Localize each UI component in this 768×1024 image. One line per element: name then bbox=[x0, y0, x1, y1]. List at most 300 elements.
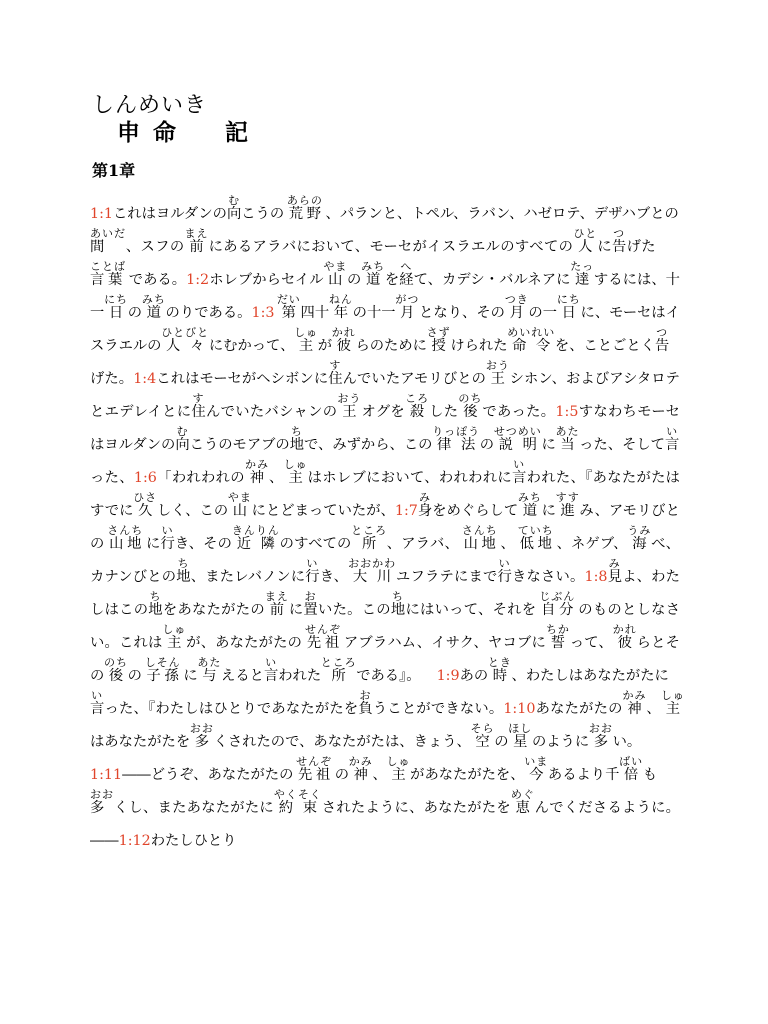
ruby-word bbox=[161, 326, 210, 354]
text-run: はあなたがたを bbox=[90, 734, 195, 750]
ruby-word bbox=[573, 227, 598, 255]
text-run: った、そして bbox=[574, 437, 665, 453]
text-run: よ、わたしはこの bbox=[90, 569, 680, 618]
ruby-reading: おお bbox=[189, 722, 214, 735]
ruby-word bbox=[189, 722, 214, 750]
ruby-base: 多 bbox=[189, 734, 214, 750]
ruby-word bbox=[197, 656, 222, 684]
ruby-word bbox=[654, 326, 670, 354]
ruby-base: 日 bbox=[556, 305, 581, 321]
ruby-reading: ひとびと bbox=[161, 326, 210, 339]
text-run: となり、その bbox=[414, 305, 510, 321]
ruby-reading: きんりん bbox=[231, 524, 280, 537]
ruby-reading: つ bbox=[612, 227, 627, 240]
ruby-reading: にち bbox=[104, 293, 129, 306]
ruby-word bbox=[588, 722, 613, 750]
book-title: 申命 記 bbox=[117, 119, 261, 146]
ruby-base: 山 bbox=[323, 272, 348, 288]
ruby-base: 近隣 bbox=[231, 536, 280, 552]
ruby-base: 道 bbox=[517, 503, 542, 519]
ruby-reading: す bbox=[191, 392, 206, 405]
ruby-reading: せつめい bbox=[493, 425, 542, 438]
ruby-base: 住 bbox=[191, 404, 207, 420]
ruby-reading: す bbox=[328, 359, 343, 372]
ruby-reading: ちか bbox=[545, 623, 570, 636]
text-run: くされたので、あなたがたは、きょう、 bbox=[209, 734, 476, 750]
ruby-base: 多 bbox=[90, 800, 114, 816]
ruby-base: 命令 bbox=[507, 338, 556, 354]
ruby-word bbox=[517, 491, 542, 519]
ruby-reading: み bbox=[417, 491, 433, 504]
ruby-word bbox=[323, 260, 348, 288]
ruby-base: 説明 bbox=[493, 437, 542, 453]
ruby-base: 所 bbox=[351, 536, 388, 552]
ruby-base: 負 bbox=[358, 701, 373, 717]
ruby-reading: さず bbox=[426, 326, 451, 339]
ruby-reading: そら bbox=[470, 722, 495, 735]
ruby-reading: おおかわ bbox=[348, 557, 397, 570]
text-run: に bbox=[141, 536, 161, 552]
text-run: き、その bbox=[174, 536, 237, 552]
ruby-reading: い bbox=[305, 557, 320, 570]
ruby-reading: あた bbox=[555, 425, 580, 438]
ruby-word bbox=[331, 326, 356, 354]
ruby-base: 主 bbox=[162, 635, 187, 651]
ruby-word bbox=[90, 260, 126, 288]
chapter-heading: 第1章 bbox=[92, 161, 136, 180]
ruby-word bbox=[461, 524, 498, 552]
text-run: に bbox=[284, 602, 304, 618]
ruby-word bbox=[555, 425, 580, 453]
ruby-reading: い bbox=[512, 458, 527, 471]
ruby-word bbox=[660, 689, 685, 717]
ruby-reading: ひさ bbox=[133, 491, 158, 504]
ruby-word bbox=[160, 524, 175, 552]
text-run: のように bbox=[527, 734, 594, 750]
ruby-base: 神 bbox=[348, 767, 373, 783]
ruby-base: 荒野 bbox=[286, 206, 323, 222]
ruby-reading: しゅ bbox=[294, 326, 319, 339]
ruby-word bbox=[627, 524, 652, 552]
text-run: った、『わたしはひとりであなたがたを bbox=[104, 701, 359, 717]
text-run: のりである。 bbox=[160, 305, 252, 321]
ruby-base: 行 bbox=[160, 536, 175, 552]
ruby-word bbox=[432, 425, 481, 453]
ruby-word bbox=[148, 590, 163, 618]
ruby-reading: い bbox=[497, 557, 512, 570]
ruby-reading: だい bbox=[276, 293, 301, 306]
ruby-base: 倍 bbox=[619, 767, 644, 783]
ruby-reading: まえ bbox=[184, 227, 209, 240]
ruby-reading: うみ bbox=[627, 524, 652, 537]
ruby-base: 人々 bbox=[161, 338, 210, 354]
ruby-reading: みち bbox=[141, 293, 166, 306]
text-run: にとどまっていたが、 bbox=[247, 503, 395, 519]
text-run: である。 bbox=[124, 272, 187, 288]
ruby-base: 山地 bbox=[107, 536, 144, 552]
text-run: うことができない。 bbox=[372, 701, 504, 717]
ruby-base: 空 bbox=[470, 734, 495, 750]
ruby-base: 第 bbox=[276, 305, 301, 321]
ruby-word bbox=[517, 524, 554, 552]
text-run: も bbox=[638, 767, 658, 783]
verse-number: 1:3 bbox=[251, 305, 275, 321]
text-run: げた。 bbox=[90, 371, 134, 387]
text-run: これはモーセがヘシボンに bbox=[156, 371, 329, 387]
ruby-word bbox=[555, 491, 580, 519]
ruby-word bbox=[348, 557, 397, 585]
ruby-reading: おう bbox=[485, 359, 510, 372]
ruby-base: 人 bbox=[573, 239, 598, 255]
ruby-reading: ほし bbox=[508, 722, 533, 735]
text-run: わたしひとり bbox=[150, 833, 237, 849]
text-run: されたように、あなたがたを bbox=[317, 800, 516, 816]
ruby-base: 海 bbox=[627, 536, 652, 552]
ruby-base: 大川 bbox=[348, 569, 397, 585]
text-run: ――どうぞ、あなたがたの bbox=[122, 767, 298, 783]
text-run: あなたがたの bbox=[535, 701, 628, 717]
ruby-word bbox=[399, 260, 414, 288]
ruby-base: 日 bbox=[104, 305, 129, 321]
ruby-base: 置 bbox=[303, 602, 318, 618]
text-run: の bbox=[330, 767, 354, 783]
text-run: のものとしなさい。これは bbox=[90, 602, 681, 651]
text-run: われた、『あなたがたはすでに bbox=[90, 470, 680, 519]
text-run: が、あなたがたの bbox=[181, 635, 307, 651]
ruby-base: 道 bbox=[141, 305, 166, 321]
ruby-base: 主 bbox=[386, 767, 411, 783]
ruby-word bbox=[104, 293, 129, 321]
text-run: シホン、およびアシタロテとエデレイとに bbox=[90, 371, 680, 420]
ruby-word bbox=[556, 293, 581, 321]
verse-number: 1:11 bbox=[90, 767, 123, 783]
ruby-reading: おお bbox=[90, 788, 114, 801]
ruby-word bbox=[296, 755, 333, 783]
ruby-reading: ていち bbox=[517, 524, 554, 537]
ruby-reading: せんぞ bbox=[296, 755, 333, 768]
ruby-reading: がつ bbox=[395, 293, 420, 306]
ruby-word bbox=[283, 458, 308, 486]
ruby-word bbox=[320, 656, 357, 684]
ruby-word bbox=[289, 425, 305, 453]
text-run: の bbox=[123, 305, 147, 321]
text-run: した bbox=[424, 404, 464, 420]
text-run: ユフラテにまで bbox=[391, 569, 498, 585]
ruby-base: 地 bbox=[289, 437, 305, 453]
ruby-reading: かみ bbox=[622, 689, 647, 702]
ruby-word bbox=[305, 557, 320, 585]
ruby-word bbox=[510, 788, 535, 816]
ruby-base: 行 bbox=[497, 569, 512, 585]
ruby-reading: ち bbox=[390, 590, 406, 603]
ruby-base: 神 bbox=[622, 701, 647, 717]
ruby-base: 殺 bbox=[405, 404, 430, 420]
ruby-base: 彼 bbox=[331, 338, 356, 354]
text-run: 、 bbox=[641, 701, 666, 717]
ruby-word bbox=[263, 656, 279, 684]
ruby-base: 山 bbox=[227, 503, 252, 519]
ruby-word bbox=[90, 227, 126, 255]
ruby-word bbox=[294, 326, 319, 354]
ruby-base: 見 bbox=[607, 569, 623, 585]
ruby-word bbox=[351, 524, 388, 552]
ruby-word bbox=[493, 425, 542, 453]
text-run: って、 bbox=[564, 635, 618, 651]
ruby-reading: い bbox=[90, 689, 105, 702]
ruby-base: 主 bbox=[294, 338, 319, 354]
ruby-base: 道 bbox=[361, 272, 386, 288]
ruby-reading: さんち bbox=[461, 524, 498, 537]
ruby-reading: りっぽう bbox=[432, 425, 481, 438]
ruby-word bbox=[133, 491, 158, 519]
ruby-reading: おお bbox=[588, 722, 613, 735]
ruby-base: 主 bbox=[660, 701, 685, 717]
ruby-reading: む bbox=[226, 194, 242, 207]
text-run: これはヨルダンの bbox=[113, 206, 227, 222]
ruby-base: 向 bbox=[226, 206, 242, 222]
verse-number: 1:12 bbox=[118, 833, 151, 849]
ruby-reading: ひと bbox=[573, 227, 598, 240]
ruby-base: 言 bbox=[263, 668, 279, 684]
ruby-reading: じぶん bbox=[539, 590, 576, 603]
text-run: 、ネゲブ、 bbox=[551, 536, 633, 552]
ruby-word bbox=[276, 293, 301, 321]
ruby-word bbox=[524, 755, 549, 783]
ruby-word bbox=[622, 689, 647, 717]
ruby-reading: あた bbox=[197, 656, 222, 669]
ruby-base: 自分 bbox=[539, 602, 576, 618]
ruby-reading: しゅ bbox=[162, 623, 187, 636]
ruby-reading: めいれい bbox=[507, 326, 556, 339]
ruby-base: 約束 bbox=[273, 800, 322, 816]
text-run: しく、この bbox=[152, 503, 233, 519]
ruby-word bbox=[390, 590, 406, 618]
ruby-base: 告 bbox=[654, 338, 670, 354]
ruby-word bbox=[386, 755, 411, 783]
text-run: 、 bbox=[495, 536, 520, 552]
text-run: であった。 bbox=[477, 404, 556, 420]
ruby-word bbox=[426, 326, 451, 354]
ruby-word bbox=[504, 293, 529, 321]
ruby-base: 主 bbox=[283, 470, 308, 486]
ruby-base: 言葉 bbox=[90, 272, 126, 288]
ruby-word bbox=[286, 194, 323, 222]
ruby-word bbox=[191, 392, 207, 420]
ruby-reading: い bbox=[160, 524, 175, 537]
text-run: 、アラバ、 bbox=[382, 536, 464, 552]
ruby-base: 後 bbox=[104, 668, 128, 684]
text-run: われた bbox=[278, 668, 326, 684]
ruby-word bbox=[470, 722, 495, 750]
ruby-reading: しゅ bbox=[283, 458, 308, 471]
ruby-base: 地 bbox=[390, 602, 406, 618]
ruby-reading: おう bbox=[337, 392, 362, 405]
text-run: を bbox=[380, 272, 400, 288]
ruby-reading: つき bbox=[504, 293, 529, 306]
ruby-reading: い bbox=[664, 425, 680, 438]
ruby-word bbox=[184, 227, 209, 255]
ruby-word bbox=[328, 293, 353, 321]
text-run: んでいたバシャンの bbox=[206, 404, 343, 420]
text-run: の bbox=[342, 272, 366, 288]
ruby-word bbox=[497, 557, 512, 585]
ruby-word bbox=[570, 260, 595, 288]
text-run: をあなたがたの bbox=[162, 602, 270, 618]
ruby-reading: さんち bbox=[107, 524, 144, 537]
text-run: するには、十一 bbox=[90, 272, 680, 321]
text-run: ホレブからセイル bbox=[209, 272, 329, 288]
verse-number: 1:9 bbox=[436, 668, 460, 684]
ruby-reading: にち bbox=[556, 293, 581, 306]
verse-number: 1:5 bbox=[555, 404, 579, 420]
text-run: にあるアラバにおいて、モーセがイスラエルのすべての bbox=[203, 239, 579, 255]
ruby-word bbox=[328, 359, 343, 387]
text-run: あの bbox=[459, 668, 493, 684]
ruby-reading: ことば bbox=[90, 260, 126, 273]
text-run: 四十 bbox=[295, 305, 334, 321]
text-run: にむかって、 bbox=[204, 338, 299, 354]
ruby-word bbox=[458, 392, 483, 420]
text-run: 、スフの bbox=[120, 239, 190, 255]
ruby-word bbox=[304, 623, 341, 651]
text-run: んでくださるように。―― bbox=[90, 800, 680, 849]
text-run: った、 bbox=[90, 470, 134, 486]
ruby-reading: せんぞ bbox=[304, 623, 341, 636]
ruby-word bbox=[175, 425, 190, 453]
text-run: に bbox=[537, 503, 561, 519]
ruby-reading: しゅ bbox=[386, 755, 411, 768]
ruby-reading: つ bbox=[654, 326, 670, 339]
text-run: 、 bbox=[367, 767, 392, 783]
ruby-word bbox=[226, 194, 242, 222]
ruby-reading: かれ bbox=[331, 326, 356, 339]
ruby-base: 地 bbox=[176, 569, 191, 585]
text-run: み、アモリびとの bbox=[90, 503, 680, 552]
text-run: らのために bbox=[350, 338, 432, 354]
ruby-base: 住 bbox=[328, 371, 343, 387]
ruby-word bbox=[90, 788, 114, 816]
ruby-reading: ち bbox=[176, 557, 191, 570]
ruby-reading: ところ bbox=[320, 656, 357, 669]
text-run: があなたがたを、 bbox=[405, 767, 530, 783]
verse-number: 1:1 bbox=[90, 206, 114, 222]
ruby-base: 神 bbox=[244, 470, 269, 486]
ruby-word bbox=[303, 590, 318, 618]
ruby-word bbox=[348, 755, 373, 783]
text-run: で、みずから、この bbox=[304, 437, 437, 453]
ruby-reading: ばい bbox=[619, 755, 644, 768]
ruby-base: 言 bbox=[664, 437, 680, 453]
ruby-reading: ころ bbox=[405, 392, 430, 405]
ruby-word bbox=[539, 590, 576, 618]
ruby-base: 星 bbox=[508, 734, 533, 750]
text-run: すなわちモーセはヨルダンの bbox=[90, 404, 680, 453]
ruby-base: 言 bbox=[512, 470, 527, 486]
ruby-base: 前 bbox=[184, 239, 209, 255]
ruby-word bbox=[508, 722, 533, 750]
text-run: 、 bbox=[264, 470, 289, 486]
ruby-base: 月 bbox=[504, 305, 529, 321]
ruby-word bbox=[612, 623, 637, 651]
ruby-reading: ち bbox=[148, 590, 163, 603]
text-run: こうの bbox=[241, 206, 289, 222]
ruby-reading: いま bbox=[524, 755, 549, 768]
verse-number: 1:4 bbox=[133, 371, 157, 387]
ruby-reading: やま bbox=[227, 491, 252, 504]
ruby-base: 彼 bbox=[612, 635, 637, 651]
ruby-reading: ねん bbox=[328, 293, 353, 306]
ruby-base: 久 bbox=[133, 503, 158, 519]
text-run: えると bbox=[216, 668, 264, 684]
ruby-word bbox=[545, 623, 570, 651]
ruby-reading: めぐ bbox=[510, 788, 535, 801]
ruby-reading: お bbox=[358, 689, 373, 702]
ruby-base: 時 bbox=[487, 668, 512, 684]
ruby-word bbox=[162, 623, 187, 651]
text-run: 、わたしはあなたがたに bbox=[507, 668, 669, 684]
text-run: に bbox=[536, 437, 561, 453]
verse-number: 1:7 bbox=[394, 503, 418, 519]
ruby-word bbox=[664, 425, 680, 453]
ruby-base: 行 bbox=[305, 569, 320, 585]
ruby-base: 多 bbox=[588, 734, 613, 750]
ruby-word bbox=[104, 656, 128, 684]
ruby-reading: ところ bbox=[351, 524, 388, 537]
ruby-word bbox=[264, 590, 289, 618]
ruby-word bbox=[107, 524, 144, 552]
ruby-reading: のち bbox=[104, 656, 128, 669]
text-run: て、カデシ・バルネアに bbox=[413, 272, 576, 288]
ruby-reading: すす bbox=[555, 491, 580, 504]
ruby-reading: しそん bbox=[144, 656, 181, 669]
text-run: 、またレバノンに bbox=[190, 569, 306, 585]
ruby-base: 月 bbox=[395, 305, 420, 321]
ruby-base: 王 bbox=[337, 404, 362, 420]
verse-number: 1:6 bbox=[133, 470, 157, 486]
text-run: い。 bbox=[608, 734, 642, 750]
ruby-base: 今 bbox=[524, 767, 549, 783]
ruby-base: 子孫 bbox=[144, 668, 181, 684]
text-run: にはいって、それを bbox=[405, 602, 542, 618]
ruby-word bbox=[90, 689, 105, 717]
ruby-base: 間 bbox=[90, 239, 126, 255]
ruby-reading: やくそく bbox=[273, 788, 322, 801]
ruby-base: 王 bbox=[485, 371, 510, 387]
text-run: んでいたアモリびとの bbox=[342, 371, 491, 387]
ruby-base: 先祖 bbox=[296, 767, 333, 783]
ruby-base: 当 bbox=[555, 437, 580, 453]
ruby-word bbox=[395, 293, 420, 321]
ruby-base: 地 bbox=[148, 602, 163, 618]
text-run: こうのモアブの bbox=[189, 437, 290, 453]
text-run: に、モーセはイスラエルの bbox=[90, 305, 680, 354]
text-run: きなさい。 bbox=[511, 569, 585, 585]
ruby-word bbox=[273, 788, 322, 816]
text-run: けられた bbox=[445, 338, 513, 354]
ruby-base: 授 bbox=[426, 338, 451, 354]
text-run: オグを bbox=[356, 404, 410, 420]
passage-text bbox=[90, 194, 685, 858]
ruby-base: 年 bbox=[328, 305, 353, 321]
ruby-word bbox=[417, 491, 433, 519]
ruby-word bbox=[607, 557, 623, 585]
ruby-reading: たっ bbox=[570, 260, 595, 273]
verse-number: 1:10 bbox=[503, 701, 536, 717]
ruby-reading: のち bbox=[458, 392, 483, 405]
verse-number: 1:2 bbox=[186, 272, 210, 288]
ruby-base: 達 bbox=[570, 272, 595, 288]
text-run: に bbox=[178, 668, 203, 684]
